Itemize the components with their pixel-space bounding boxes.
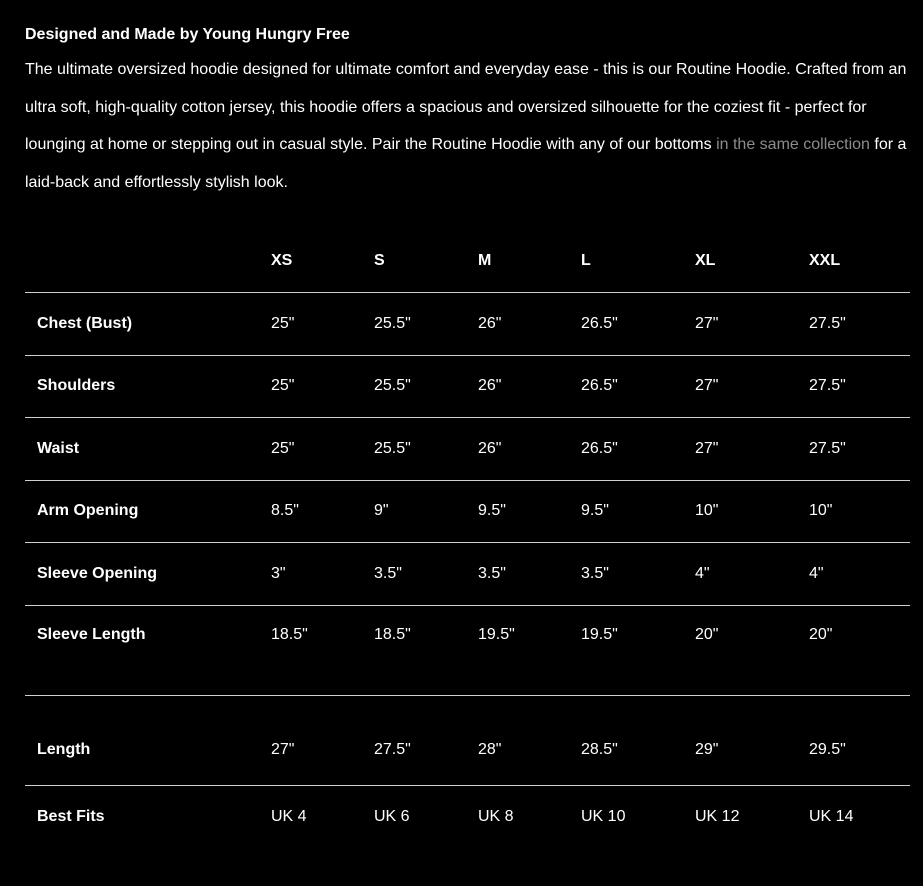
table-row [25,355,910,418]
table-cell: 27.5" [809,293,910,356]
size-header-row [25,230,910,293]
header-cell-m: M [478,230,581,293]
table-cell: UK 14 [809,807,854,825]
table-cell: 3" [271,543,374,606]
table-row [25,418,910,481]
table-cell: 3.5" [581,543,695,606]
table-cell: 9" [374,480,478,543]
table-cell: 27.5" [374,695,478,785]
table-cell: UK 8 [478,807,514,825]
header-cell-xl: XL [695,230,809,293]
table-cell: 25.5" [374,355,478,418]
table-cell: 25" [271,418,374,481]
table-cell: 18.5" [271,605,374,695]
row-label: Waist [25,418,271,481]
table-cell: 27" [695,293,809,356]
row-label: Length [25,695,271,785]
table-row [25,605,910,695]
row-label: Best Fits [37,807,105,825]
table-cell: 28.5" [581,695,695,785]
header-cell-xxl: XXL [809,230,910,293]
table-cell: 26" [478,293,581,356]
table-cell: 29.5" [809,695,910,785]
table-row [25,695,910,785]
header-cell-xs: XS [271,230,374,293]
row-label: Shoulders [25,355,271,418]
table-row [25,785,910,848]
header-cell-s: S [374,230,478,293]
table-cell: 26.5" [581,418,695,481]
row-label: Chest (Bust) [25,293,271,356]
table-cell: 27" [271,695,374,785]
row-label: Sleeve Length [25,605,271,695]
row-label: Sleeve Opening [25,543,271,606]
table-cell: 25.5" [374,418,478,481]
table-cell: 10" [809,480,910,543]
table-cell: 29" [695,695,809,785]
table-row [25,543,910,606]
table-cell: UK 12 [695,807,740,825]
description-heading: Designed and Made by Young Hungry Free [25,26,350,43]
table-cell: 25" [271,355,374,418]
description-text-end: for a laid-back and effortlessly stylish look. [25,136,907,191]
table-cell: 26" [478,418,581,481]
description-text: The ultimate oversized hoodie designed for ultimate comfort and everyday ease - this is our Routine Hoodie. Crafted from an ultra soft, high-quality cotton jersey, this hoodie offers a spacious and oversized silhouette for the coziest fit - perfect for lounging at home or stepping out in casual style. Pair the Routine Hoodie with any of our bottoms [25,61,907,153]
header-cell-empty [25,230,271,293]
table-cell: 9.5" [581,480,695,543]
table-cell: 25" [271,293,374,356]
table-row [25,480,910,543]
table-cell: 27.5" [809,355,910,418]
table-cell: 27.5" [809,418,910,481]
table-cell: 18.5" [374,605,478,695]
table-cell: 28" [478,695,581,785]
description-paragraph [25,51,915,201]
same-collection-link[interactable]: in the same collection [716,136,870,153]
table-cell: 26.5" [581,293,695,356]
table-cell: UK 6 [374,807,410,825]
table-cell: 3.5" [374,543,478,606]
table-cell: UK 4 [271,807,307,825]
row-label: Arm Opening [25,480,271,543]
table-cell: 20" [695,605,809,695]
table-cell: UK 10 [581,807,626,825]
table-cell: 26.5" [581,355,695,418]
table-row [25,293,910,356]
table-cell: 27" [695,418,809,481]
table-cell: 25.5" [374,293,478,356]
header-cell-l: L [581,230,695,293]
table-cell: 19.5" [581,605,695,695]
product-description [25,24,915,201]
table-cell: 8.5" [271,480,374,543]
table-cell: 27" [695,355,809,418]
table-cell: 3.5" [478,543,581,606]
table-cell: 9.5" [478,480,581,543]
table-cell: 4" [695,543,809,606]
table-cell: 10" [695,480,809,543]
table-cell: 26" [478,355,581,418]
table-cell: 4" [809,543,910,606]
table-cell: 19.5" [478,605,581,695]
size-chart-table [25,230,910,848]
table-cell: 20" [809,605,910,695]
